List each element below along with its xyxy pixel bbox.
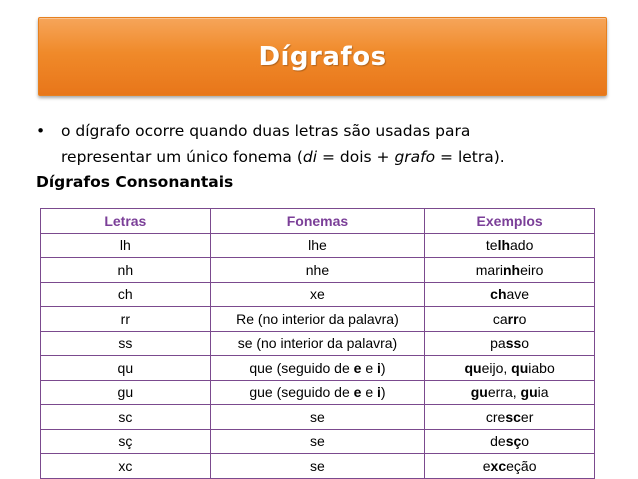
text-segment: e bbox=[361, 384, 378, 401]
text-segment: se (no interior da palavra) bbox=[237, 335, 398, 352]
bullet-line-1: o dígrafo ocorre quando duas letras são usadas para bbox=[61, 122, 471, 140]
cell-fonema bbox=[210, 282, 425, 307]
highlighted-digraph: qu bbox=[464, 359, 482, 376]
cell-fonema bbox=[210, 356, 425, 381]
cell-letras: sc bbox=[41, 405, 211, 430]
text-segment: eção bbox=[506, 457, 537, 474]
bullet-text bbox=[61, 118, 596, 170]
cell-exemplo bbox=[425, 331, 595, 356]
header-exemplos: Exemplos bbox=[425, 209, 595, 234]
highlighted-digraph: lh bbox=[497, 237, 511, 254]
bullet-line-2-mid: = dois + bbox=[317, 148, 395, 166]
text-segment: ) bbox=[380, 384, 386, 401]
cell-exemplo bbox=[425, 429, 595, 454]
cell-letras: ss bbox=[41, 331, 211, 356]
bullet-line-2-prefix: representar um único fonema ( bbox=[61, 148, 303, 166]
text-segment: gue (seguido de bbox=[249, 384, 354, 401]
table-row bbox=[41, 429, 595, 454]
text-segment: erra, bbox=[487, 384, 521, 401]
text-segment: pa bbox=[490, 335, 506, 352]
cell-exemplo bbox=[425, 454, 595, 479]
bullet-line-2-suffix: = letra). bbox=[435, 148, 505, 166]
highlighted-digraph: qu bbox=[511, 359, 529, 376]
cell-fonema bbox=[210, 380, 425, 405]
section-heading: Dígrafos Consonantais bbox=[36, 173, 234, 191]
cell-exemplo bbox=[425, 258, 595, 283]
cell-fonema bbox=[210, 429, 425, 454]
text-segment: se bbox=[310, 457, 325, 474]
term-di: di bbox=[302, 148, 318, 166]
title-banner bbox=[38, 17, 607, 96]
text-segment: o bbox=[521, 433, 530, 450]
cell-letras: qu bbox=[41, 356, 211, 381]
text-segment: e bbox=[361, 359, 378, 376]
highlighted-digraph: xc bbox=[490, 457, 507, 474]
term-grafo: grafo bbox=[394, 148, 436, 166]
cell-fonema bbox=[210, 307, 425, 332]
table-row bbox=[41, 258, 595, 283]
cell-letras: xc bbox=[41, 454, 211, 479]
text-segment: ave bbox=[506, 286, 530, 303]
highlighted-digraph: nh bbox=[503, 261, 521, 278]
highlighted-digraph: i bbox=[377, 359, 381, 376]
cell-exemplo bbox=[425, 356, 595, 381]
table-row bbox=[41, 307, 595, 332]
text-segment: cre bbox=[485, 408, 506, 425]
text-segment: Re (no interior da palavra) bbox=[236, 310, 399, 327]
text-segment: ) bbox=[380, 359, 386, 376]
cell-fonema bbox=[210, 258, 425, 283]
text-segment: te bbox=[485, 237, 498, 254]
text-segment: de bbox=[490, 433, 506, 450]
text-segment: o bbox=[518, 310, 527, 327]
slide-title: Dígrafos bbox=[258, 41, 387, 72]
highlighted-digraph: sç bbox=[505, 433, 522, 450]
text-segment: nhe bbox=[305, 261, 330, 278]
cell-fonema bbox=[210, 405, 425, 430]
highlighted-digraph: i bbox=[377, 384, 381, 401]
highlighted-digraph: gu bbox=[470, 384, 488, 401]
text-segment: eijo, bbox=[481, 359, 512, 376]
highlighted-digraph: e bbox=[353, 384, 362, 401]
highlighted-digraph: e bbox=[353, 359, 362, 376]
text-segment: que (seguido de bbox=[249, 359, 354, 376]
text-segment: mari bbox=[475, 261, 503, 278]
header-fonemas: Fonemas bbox=[210, 209, 425, 234]
cell-fonema bbox=[210, 331, 425, 356]
text-segment: xe bbox=[310, 286, 325, 303]
text-segment: ca bbox=[492, 310, 508, 327]
cell-exemplo bbox=[425, 307, 595, 332]
bullet-marker: • bbox=[36, 122, 46, 140]
table-row bbox=[41, 454, 595, 479]
text-segment: o bbox=[521, 335, 530, 352]
highlighted-digraph: rr bbox=[507, 310, 519, 327]
digraphs-table bbox=[40, 208, 595, 479]
cell-letras: sç bbox=[41, 429, 211, 454]
cell-letras: lh bbox=[41, 233, 211, 258]
table-row bbox=[41, 356, 595, 381]
text-segment: se bbox=[310, 433, 325, 450]
text-segment: ia bbox=[537, 384, 549, 401]
text-segment: iabo bbox=[528, 359, 555, 376]
text-segment: er bbox=[520, 408, 534, 425]
cell-exemplo bbox=[425, 233, 595, 258]
table-row bbox=[41, 380, 595, 405]
text-segment: se bbox=[310, 408, 325, 425]
cell-exemplo bbox=[425, 405, 595, 430]
cell-letras: nh bbox=[41, 258, 211, 283]
highlighted-digraph: ch bbox=[490, 286, 507, 303]
highlighted-digraph: ss bbox=[505, 335, 522, 352]
cell-exemplo bbox=[425, 380, 595, 405]
definition-bullet bbox=[36, 118, 596, 170]
table-row bbox=[41, 331, 595, 356]
cell-fonema bbox=[210, 233, 425, 258]
cell-letras: rr bbox=[41, 307, 211, 332]
table-row bbox=[41, 405, 595, 430]
header-letras: Letras bbox=[41, 209, 211, 234]
text-segment: ado bbox=[510, 237, 534, 254]
table-row bbox=[41, 282, 595, 307]
cell-letras: gu bbox=[41, 380, 211, 405]
text-segment: e bbox=[482, 457, 491, 474]
highlighted-digraph: sc bbox=[505, 408, 521, 425]
cell-fonema bbox=[210, 454, 425, 479]
cell-exemplo bbox=[425, 282, 595, 307]
text-segment: lhe bbox=[308, 237, 327, 254]
cell-letras: ch bbox=[41, 282, 211, 307]
table-body bbox=[41, 233, 595, 478]
table-row bbox=[41, 233, 595, 258]
highlighted-digraph: gu bbox=[520, 384, 538, 401]
table-header-row bbox=[41, 209, 595, 234]
text-segment: eiro bbox=[520, 261, 544, 278]
